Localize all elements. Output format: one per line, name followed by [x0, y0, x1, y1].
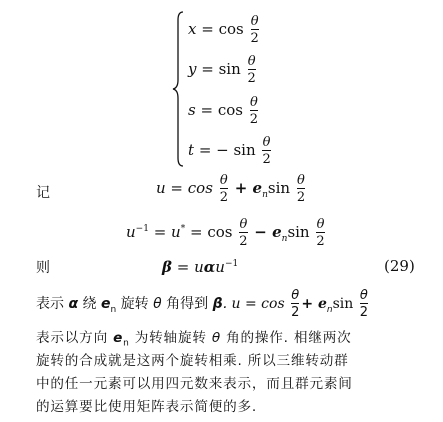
rot-beta: β — [212, 296, 223, 312]
eq4-lhs: t — [188, 141, 195, 159]
u-num-2: θ — [297, 173, 305, 188]
u-fraction-1 — [220, 173, 228, 205]
para-line-1 — [36, 326, 352, 349]
label-ze: 则 — [36, 260, 50, 276]
uinv-lhs: u — [126, 223, 136, 241]
u-tail: sin — [267, 179, 291, 197]
eq2-lhs: y — [188, 60, 197, 78]
rot-theta: θ — [153, 296, 162, 312]
beta-lhs: β — [162, 258, 172, 276]
para-line-2: 旋转的合成就是这两个旋转相乘. 所以三维转动群 — [36, 353, 349, 369]
eq2-num: θ — [247, 54, 256, 69]
eq1-num: θ — [250, 14, 259, 29]
rot-e: e — [100, 296, 111, 312]
eq2-op: = sin — [201, 60, 241, 78]
rot-alpha: α — [68, 296, 79, 312]
beta-sup: −1 — [224, 259, 239, 269]
uinv-den-1: 2 — [239, 234, 248, 249]
eq3-op: = cos — [200, 101, 243, 119]
eq3-lhs: s — [188, 101, 196, 119]
uinv-sub: n — [281, 234, 288, 244]
u-num-1: θ — [219, 173, 228, 188]
uinv-num-1: θ — [239, 217, 248, 232]
para-l1sub: n — [123, 338, 130, 349]
u-den-2: 2 — [296, 190, 306, 205]
eq2-den: 2 — [247, 71, 256, 86]
uinv-mid3: − e — [254, 223, 282, 241]
eq4-num: θ — [262, 135, 271, 150]
left-brace — [170, 10, 186, 168]
rot-t1: 表示 — [36, 296, 64, 312]
rot-den-1: 2 — [291, 305, 300, 320]
eq3-fraction — [250, 95, 258, 127]
equation-u-inverse — [126, 217, 327, 249]
equation-u — [156, 173, 307, 205]
equation-number: (29) — [384, 257, 415, 275]
uinv-den-2: 2 — [316, 234, 325, 249]
para-l1b: 为转轴旋转 — [134, 330, 207, 346]
rot-num-2: θ — [359, 288, 368, 303]
para-l1a: 表示以方向 — [36, 330, 108, 346]
rot-den-2: 2 — [359, 305, 369, 320]
u-den-1: 2 — [219, 190, 228, 205]
eq4-op: = − sin — [198, 141, 256, 159]
beta-mid: = u — [171, 258, 204, 276]
eq3-den: 2 — [249, 112, 259, 127]
equation-beta — [162, 257, 238, 275]
equation-y — [188, 54, 258, 86]
para-line-4: 的运算要比使用矩阵表示简便的多. — [36, 399, 258, 415]
rot-t4: 角得到 — [166, 296, 209, 312]
eq2-fraction — [248, 54, 256, 86]
eq1-fraction — [251, 14, 259, 46]
equation-x — [188, 14, 261, 46]
rot-t5: . u = cos — [222, 296, 285, 312]
para-l1theta: θ — [211, 330, 221, 346]
beta-u: u — [215, 258, 225, 276]
rot-t7: sin — [332, 296, 354, 312]
uinv-tail: sin — [287, 223, 310, 241]
equation-t — [188, 135, 273, 167]
uinv-mid1: = u — [148, 223, 181, 241]
rot-fraction-2 — [360, 288, 368, 320]
para-l1e: e — [113, 330, 124, 346]
label-ji: 记 — [36, 185, 50, 201]
uinv-sup2: * — [180, 224, 186, 234]
u-mid: + e — [234, 179, 263, 197]
rot-num-1: θ — [291, 288, 300, 303]
eq4-den: 2 — [262, 152, 271, 167]
rot-t2: 绕 — [82, 296, 97, 312]
beta-alpha: α — [203, 258, 216, 276]
u-sub: n — [262, 190, 268, 200]
eq4-fraction — [262, 135, 270, 167]
eq1-den: 2 — [250, 31, 259, 46]
uinv-fraction-2 — [316, 217, 324, 249]
para-line-3: 中的任一元素可以用四元数来表示，而且群元素间 — [36, 376, 353, 392]
uinv-mid2: = cos — [185, 223, 233, 241]
uinv-sup1: −1 — [135, 224, 149, 234]
uinv-num-2: θ — [316, 217, 325, 232]
rot-t3: 旋转 — [120, 296, 149, 312]
rot-sub: n — [110, 304, 117, 315]
uinv-fraction-1 — [239, 217, 247, 249]
rot-sub2: n — [326, 304, 333, 315]
para-l1c: 角的操作. 相继两次 — [226, 330, 352, 346]
u-fraction-2 — [297, 173, 305, 205]
eq3-num: θ — [249, 95, 258, 110]
equation-s — [188, 95, 260, 127]
rot-t6: + e — [301, 296, 327, 312]
rot-fraction-1 — [291, 288, 299, 320]
rotation-sentence — [36, 288, 370, 320]
u-lhs: u = cos — [156, 179, 213, 197]
eq1-lhs: x — [188, 20, 197, 38]
eq1-op: = cos — [201, 20, 244, 38]
